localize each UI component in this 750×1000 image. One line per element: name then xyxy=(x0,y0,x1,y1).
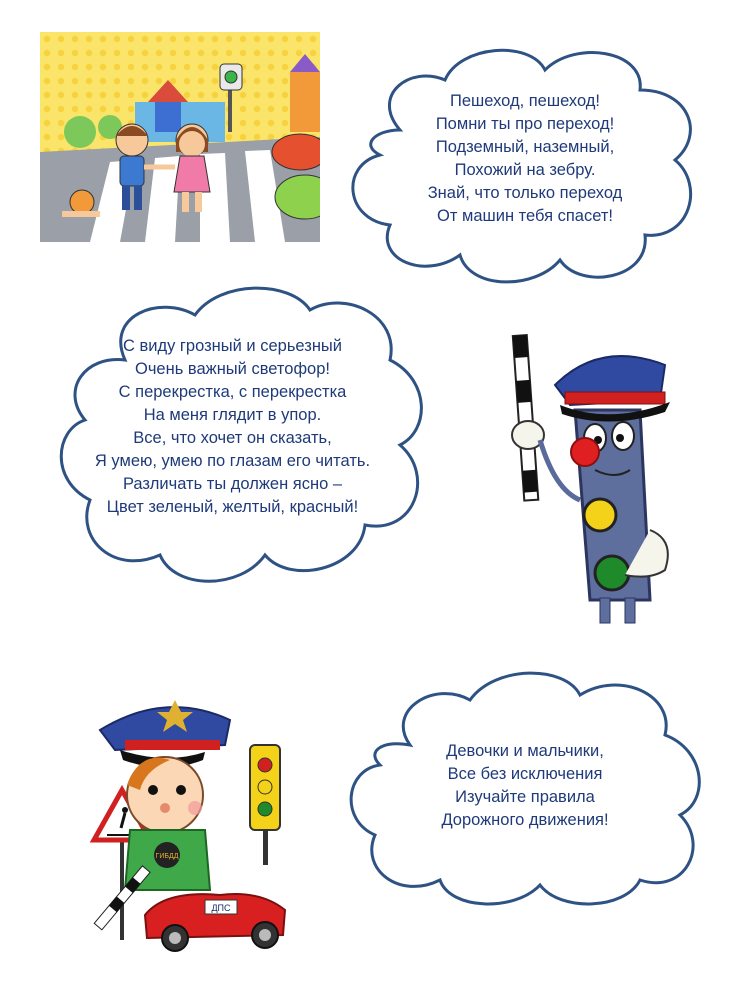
poem-line: Я умею, умею по глазам его читать. xyxy=(94,452,371,470)
poem-line: С перекрестка, с перекрестка xyxy=(118,383,347,401)
poem-line: Помни ты про переход! xyxy=(435,115,615,133)
poem-line: Девочки и мальчики, xyxy=(446,742,604,760)
poem-line: Все без исключения xyxy=(447,765,603,783)
children-crossing-illustration xyxy=(40,32,320,242)
poem-rules xyxy=(400,740,650,832)
car-plate-text: ДПС xyxy=(211,903,231,913)
poem-pedestrian xyxy=(380,90,670,228)
poem-line: Похожий на зебру. xyxy=(454,161,596,179)
boy-policeman-illustration xyxy=(85,690,300,960)
poem-line: Изучайте правила xyxy=(455,788,595,806)
poem-line: Подземный, наземный, xyxy=(435,138,615,156)
poem-line: Дорожного движения! xyxy=(441,811,609,829)
poem-line: С виду грозный и серьезный xyxy=(122,337,343,355)
traffic-light-character-illustration xyxy=(500,330,690,630)
poem-line: На меня глядит в упор. xyxy=(143,406,322,424)
poem-line: Цвет зеленый, желтый, красный! xyxy=(106,498,359,516)
poem-line: Различать ты должен ясно – xyxy=(122,475,343,493)
badge-text: ГИБДД xyxy=(155,853,179,860)
poem-line: Пешеход, пешеход! xyxy=(449,92,600,110)
poem-line: Знай, что только переход xyxy=(427,184,623,202)
poem-line: Очень важный светофор! xyxy=(135,360,330,378)
poem-line: Все, что хочет он сказать, xyxy=(133,429,332,447)
poem-traffic-light xyxy=(60,335,405,519)
poem-line: От машин тебя спасет! xyxy=(437,207,613,225)
